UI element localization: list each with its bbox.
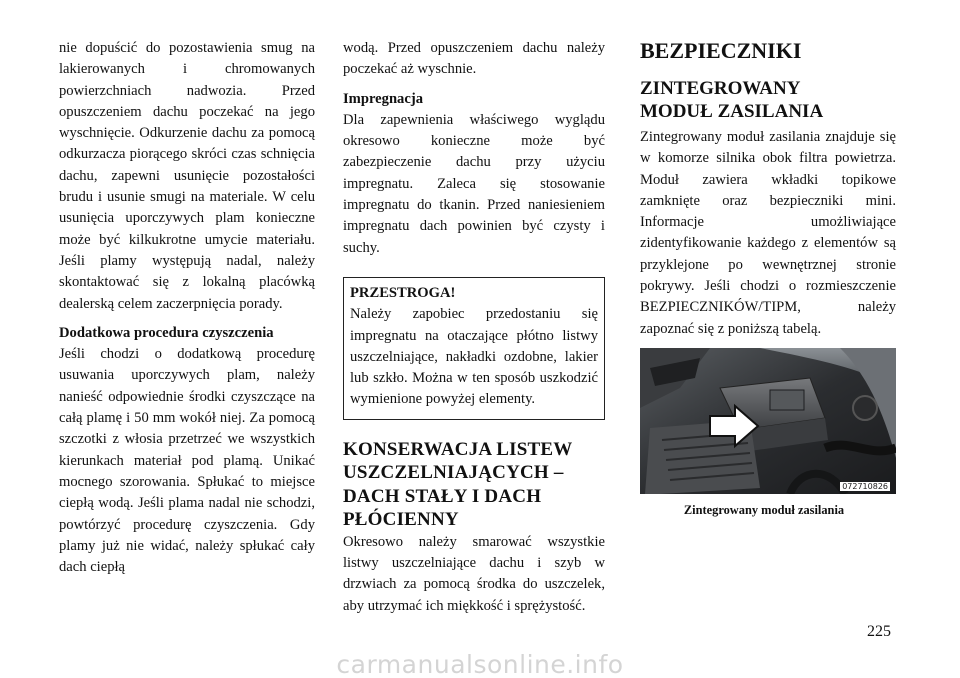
- caution-box: [343, 277, 605, 420]
- column-right: [640, 38, 896, 518]
- body-paragraph: Dla zapewnienia właściwego wyglądu okresowo konieczne może być zabezpieczenie dachu przy użyciu impregnatu. Zaleca się stosowanie impregnatu do tkanin. Przed naniesieniem impregnatu dach powinien być czysty i suchy.: [343, 111, 605, 256]
- figure-code: 072710826: [842, 481, 888, 491]
- engine-bay-photo: [640, 348, 896, 494]
- figure-caption: Zintegrowany moduł zasilania: [683, 502, 845, 517]
- heading-line: KONSERWACJA LISTEW: [343, 438, 573, 460]
- page-number: 225: [867, 623, 891, 640]
- caution-text: Należy zapobiec przedostaniu się impregnatu na otaczające płótno listwy uszczelniające, nakładki ozdobne, lakier lub szkło. Można w ten sposób uszkodzić wymienione powyżej elementy.: [350, 306, 598, 408]
- body-paragraph: Zintegrowany moduł zasilania znajduje się w komorze silnika obok filtra powietrza. Moduł zawiera wkładki topikowe zamknięte oraz bezpieczniki mini. Informacje umożliwiające zidentyfikowanie każdego z elementów są przyklejone po wewnętrznej stronie pokrywy. Jeśli chodzi o rozmieszczenie BEZPIECZNIKÓW/TIPM, należy zapoznać się z poniższą tabelą.: [640, 129, 896, 337]
- subheading-additional-cleaning: Dodatkowa procedura czyszczenia: [59, 324, 274, 341]
- column-left: [59, 38, 315, 578]
- watermark: carmanualsonline.info: [336, 651, 624, 678]
- heading-line: USZCZELNIAJĄCYCH –: [343, 462, 564, 484]
- caution-title: PRZESTROGA!: [350, 284, 456, 301]
- engine-bay-illustration: [640, 348, 896, 494]
- subheading-impregnation: Impregnacja: [343, 90, 423, 107]
- column-middle: [343, 38, 605, 617]
- body-paragraph: Okresowo należy smarować wszystkie listwy uszczelniające dachu i szyb w drzwiach za pomocą środka do uszczelek, aby utrzymać ich miękkość i sprężystość.: [343, 533, 605, 614]
- body-paragraph: nie dopuścić do pozostawienia smug na lakierowanych i chromowanych powierzchniach nadwozia. Przed opuszczeniem dachu poczekać na jego wyschnięcie. Odkurzenie dachu za pomocą odkurzacza piorącego skróci czas schnięcia dachu, zapewni usunięcie pozostałości brudu i usunie smugi na materiale. W celu usunięcia uporczywych plam konieczne może być kilkukrotne umycie materiału. Jeśli plamy występują nadal, należy skontaktować się z lokalną placówką dealerską celem zaczerpnięcia porady.: [59, 40, 315, 312]
- heading-line: ZINTEGROWANY: [640, 78, 801, 99]
- section-heading-seal-maintenance: [343, 438, 605, 532]
- section-heading-fuses: BEZPIECZNIKI: [640, 38, 802, 63]
- body-paragraph: Jeśli chodzi o dodatkową procedurę usuwania uporczywych plam, należy nanieść odpowiednie środki czyszczące na całą plamę i 50 mm wokół niej. Za pomocą szczotki z włosia przetrzeć we wszystkich kierunkach materiał pod plamą. Unikać mocnego szorowania. Spłukać to miejsce ciepłą wodą. Jeśli plama nadal nie schodzi, powtórzyć procedurę czyszczenia. Gdy plamy już nie widać, należy spłukać cały dach ciepłą: [59, 346, 315, 576]
- heading-line: DACH STAŁY I DACH: [343, 485, 542, 507]
- subheading-power-module: [640, 77, 896, 123]
- heading-line: PŁÓCIENNY: [343, 509, 459, 531]
- body-paragraph: wodą. Przed opuszczeniem dachu należy poczekać aż wyschnie.: [343, 40, 605, 78]
- heading-line: MODUŁ ZASILANIA: [640, 101, 824, 122]
